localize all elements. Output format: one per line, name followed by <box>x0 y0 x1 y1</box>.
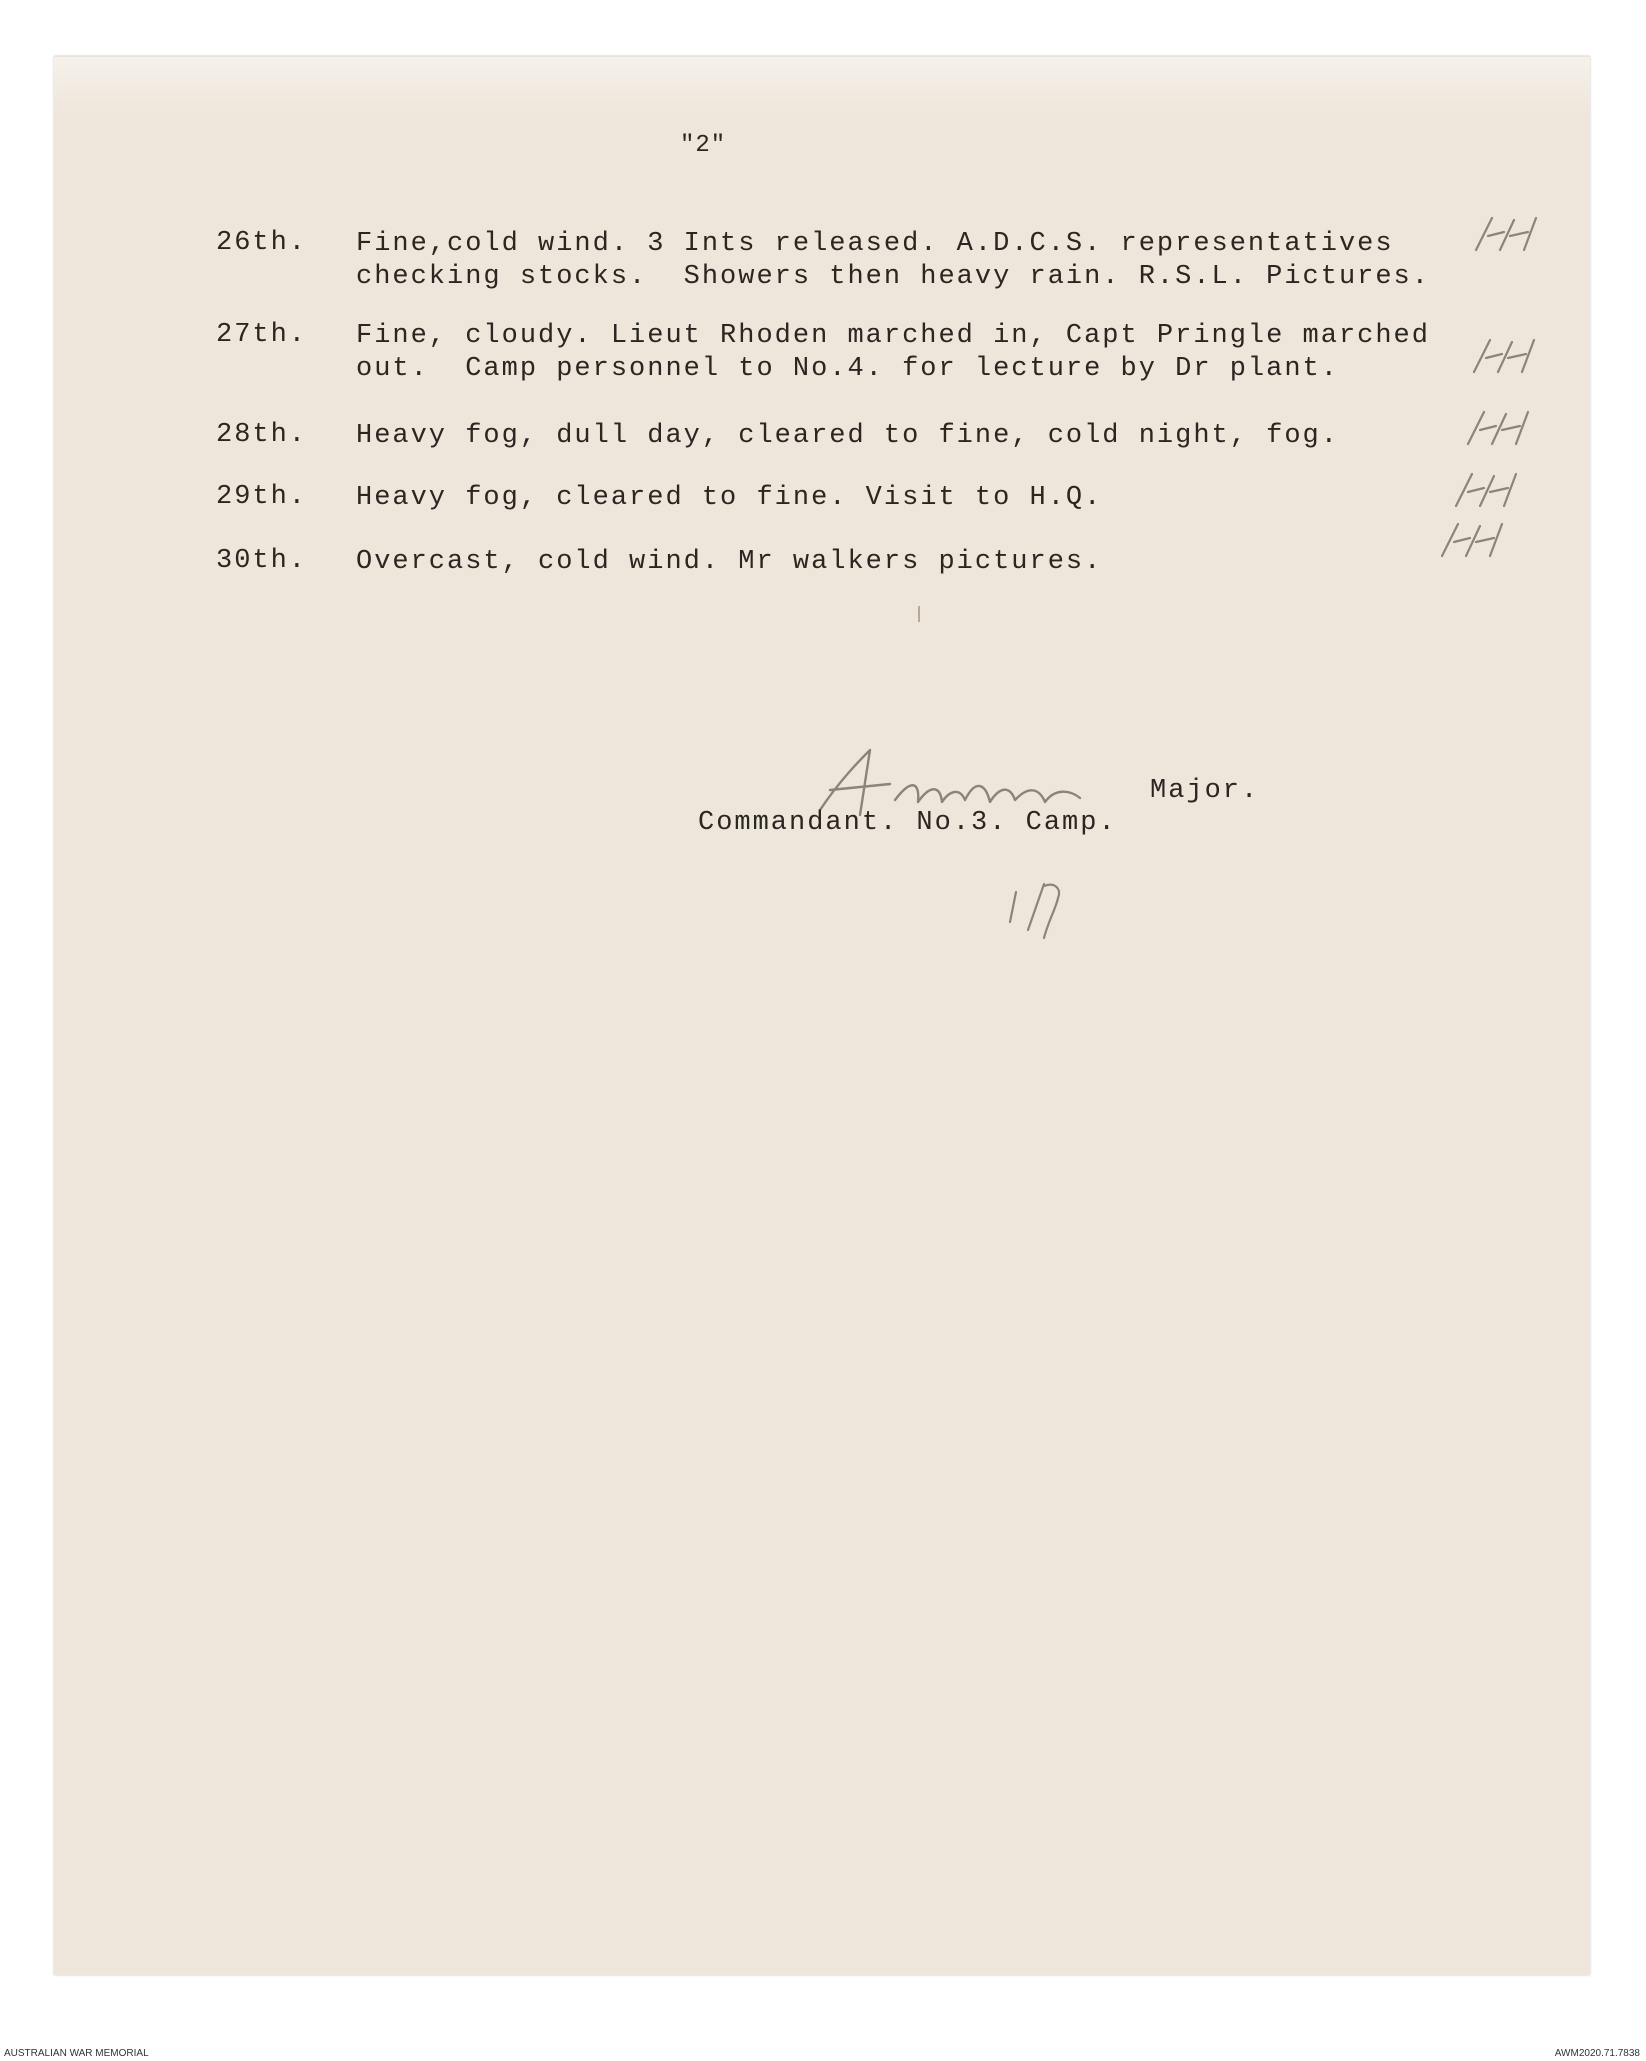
footer-reference: AWM2020.71.7838 <box>1554 2048 1640 2059</box>
entry-text: Fine, cloudy. Lieut Rhoden marched in, Capt Pringle marched out. Camp personnel to No.4. for lecture by Dr plant. <box>356 321 1430 384</box>
pencil-initials-mark <box>1462 406 1532 450</box>
pencil-mark <box>918 606 920 622</box>
pencil-initials-mark <box>1470 212 1540 256</box>
signatory-title: Commandant. No.3. Camp. <box>698 808 1117 838</box>
entry-text: Heavy fog, cleared to fine. Visit to H.Q. <box>356 483 1103 513</box>
footer-credit: AUSTRALIAN WAR MEMORIAL <box>4 2048 149 2059</box>
entry-date: 27th. <box>216 320 308 350</box>
entry-text: Heavy fog, dull day, cleared to fine, cold night, fog. <box>356 421 1339 451</box>
pencil-annotation <box>1000 872 1080 942</box>
entry-text: Fine,cold wind. 3 Ints released. A.D.C.S. representatives checking stocks. Showers then heavy rain. R.S.L. Pictures. <box>356 229 1430 292</box>
entry-date: 30th. <box>216 546 308 576</box>
signatory-rank: Major. <box>1150 776 1260 806</box>
pencil-initials-mark <box>1436 518 1506 562</box>
page-number: "2" <box>680 132 727 159</box>
entry-text: Overcast, cold wind. Mr walkers pictures. <box>356 547 1103 577</box>
entry-date: 26th. <box>216 228 308 258</box>
pencil-initials-mark <box>1468 334 1538 378</box>
pencil-initials-mark <box>1450 468 1520 512</box>
entry-date: 28th. <box>216 420 308 450</box>
entry-date: 29th. <box>216 482 308 512</box>
